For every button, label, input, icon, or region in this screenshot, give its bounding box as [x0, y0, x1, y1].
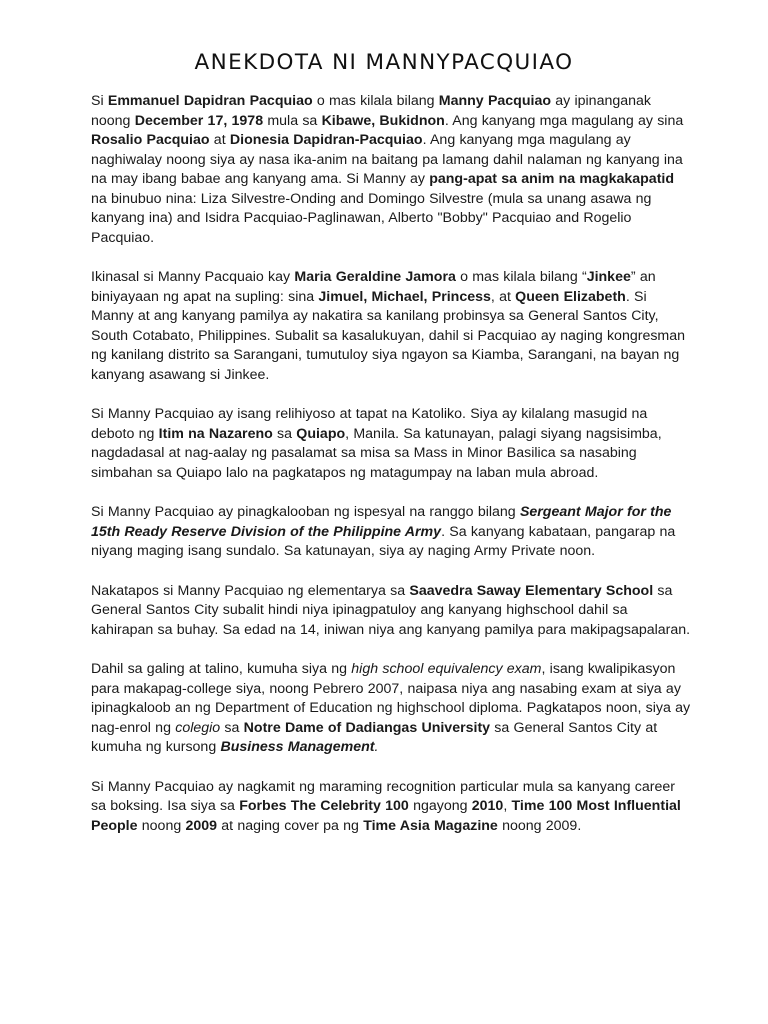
body-text: o mas kilala bilang “: [455, 269, 587, 285]
body-text: . Ang kanyang mga magulang ay naghiwalay noong siya ay nasa ika-anim na baitang pa lamang dahil nalaman ng kanyang ina na may ibang babae ang kanyang ama. Si Manny ay: [91, 132, 683, 187]
document-title: ANEKDOTA NI MANNYPACQUIAO: [194, 50, 574, 75]
body-text: mula sa: [263, 112, 322, 129]
emphasis-text: pang-apat sa anim na magkakapatid: [429, 171, 675, 187]
emphasis-text: Time 100 Most Influential People: [91, 798, 681, 834]
document-body: [91, 92, 691, 856]
paragraph-6: [91, 660, 691, 758]
body-text: . Ang kanyang mga magulang ay sina: [444, 112, 684, 129]
emphasis-text: Sergeant Major for the 15th Ready Reserve Division of the Philippine Army: [91, 504, 672, 540]
body-text: Si Manny Pacquiao ay isang relihiyoso at tapat na Katoliko. Siya ay kilalang masugid na deboto ng: [91, 406, 648, 442]
emphasis-text: Manny Pacquiao: [438, 93, 552, 109]
emphasis-text: Time Asia Magazine: [363, 817, 498, 834]
emphasis-text: Jinkee: [586, 269, 631, 285]
paragraph-4: [91, 503, 691, 562]
body-text: , isang kwalipikasyon para makapag-college siya, noong Pebrero 2007, naipasa niya ang nasabing exam at siya ay ipinagkaloob an ng Department of Education ng highschool diploma. Pagkatapos noon, siya ay nag-enrol ng: [91, 661, 691, 736]
body-text: sa: [272, 425, 297, 442]
body-text: o mas kilala bilang: [312, 93, 439, 109]
body-text: na binubuo nina: Liza Silvestre-Onding and Domingo Silvestre (mula sa unang asawa ng kanyang ina) and Isidra Pacquiao-Paglinawan, Alberto "Bobby" Pacquiao and Rogelio Pacquiao.: [91, 190, 652, 246]
body-text: ” an biniyayaan ng apat na supling: sina: [91, 269, 656, 305]
body-text: sa General Santos City subalit hindi niya ipinagpatuloy ang kanyang highschool dahil sa kahirapan sa buhay. Sa edad na 14, iniwan niya ang kanyang pamilya para makipagsapalaran.: [91, 582, 691, 638]
emphasis-text: .: [374, 739, 379, 755]
body-text: Ikinasal si Manny Pacquaio kay: [91, 269, 295, 285]
emphasis-text: Notre Dame of Dadiangas University: [243, 719, 491, 736]
emphasis-text: Itim na Nazareno: [158, 425, 273, 442]
emphasis-text: Kibawe, Bukidnon: [321, 112, 445, 129]
emphasis-text: Rosalio Pacquiao: [91, 132, 210, 148]
body-text: at: [209, 132, 230, 148]
body-text: sa General Santos City at kumuha ng kursong: [91, 719, 658, 755]
emphasis-text: Saavedra Saway Elementary School: [409, 582, 654, 599]
emphasis-text: Queen Elizabeth: [515, 288, 626, 305]
body-text: Si Manny Pacquiao ay pinagkalooban ng ispesyal na ranggo bilang: [91, 504, 520, 520]
body-text: , Manila. Sa katunayan, palagi siyang nagsisimba, nagdadasal at nag-aalay ng pasalamat sa misa sa Mass in Minor Basilica sa nasabing simbahan sa Quiapo lalo na pagkatapos ng matagumpay na laban mula abroad.: [91, 425, 662, 481]
body-text: sa: [220, 719, 244, 736]
body-text: ngayong: [408, 798, 472, 814]
body-text: Si: [91, 93, 108, 109]
body-text: . Sa kanyang kabataan, pangarap na niyang maging isang sundalo. Sa katunayan, siya ay naging Army Private noon.: [91, 523, 676, 559]
emphasis-text: 2009: [185, 817, 218, 834]
body-text: noong 2009.: [497, 817, 582, 834]
emphasis-text: Forbes The Celebrity 100: [239, 798, 409, 814]
body-text: . Si Manny at ang kanyang pamilya ay nakatira sa kanilang probinsya sa General Santos City, South Cotabato, Philippines. Subalit sa kasalukuyan, dahil si Pacquiao ay naging kongresman ng kanilang distrito sa Sarangani, tumutuloy siya ngayon sa Kiamba, Sarangani, na bayan ng kanyang asawang si Jinkee.: [91, 288, 686, 383]
emphasis-text: Quiapo: [296, 425, 346, 442]
paragraph-7: [91, 778, 691, 837]
emphasis-text: Dionesia Dapidran-Pacquiao: [229, 132, 423, 148]
emphasis-text: 2010: [471, 798, 504, 814]
body-text: Nakatapos si Manny Pacquiao ng elementarya sa: [91, 582, 410, 599]
emphasis-text: Jimuel, Michael, Princess: [318, 288, 491, 305]
emphasis-text: Emmanuel Dapidran Pacquiao: [107, 93, 313, 109]
body-text: , at: [490, 288, 516, 305]
body-text: Dahil sa galing at talino, kumuha siya ng: [91, 661, 352, 677]
emphasis-text: colegio: [175, 719, 221, 736]
emphasis-text: Business Management: [220, 739, 375, 755]
body-text: ,: [503, 798, 512, 814]
body-text: at naging cover pa ng: [217, 817, 364, 834]
body-text: noong: [137, 817, 186, 834]
paragraph-3: [91, 405, 691, 483]
body-text: ay ipinanganak noong: [91, 93, 652, 129]
paragraph-2: [91, 268, 691, 385]
paragraph-5: [91, 582, 691, 641]
emphasis-text: Maria Geraldine Jamora: [294, 269, 456, 285]
emphasis-text: December 17, 1978: [134, 112, 264, 129]
paragraph-1: [91, 92, 691, 248]
emphasis-text: high school equivalency exam: [351, 661, 542, 677]
body-text: Si Manny Pacquiao ay nagkamit ng maraming recognition particular mula sa kanyang career sa boksing. Isa siya sa: [91, 778, 676, 814]
